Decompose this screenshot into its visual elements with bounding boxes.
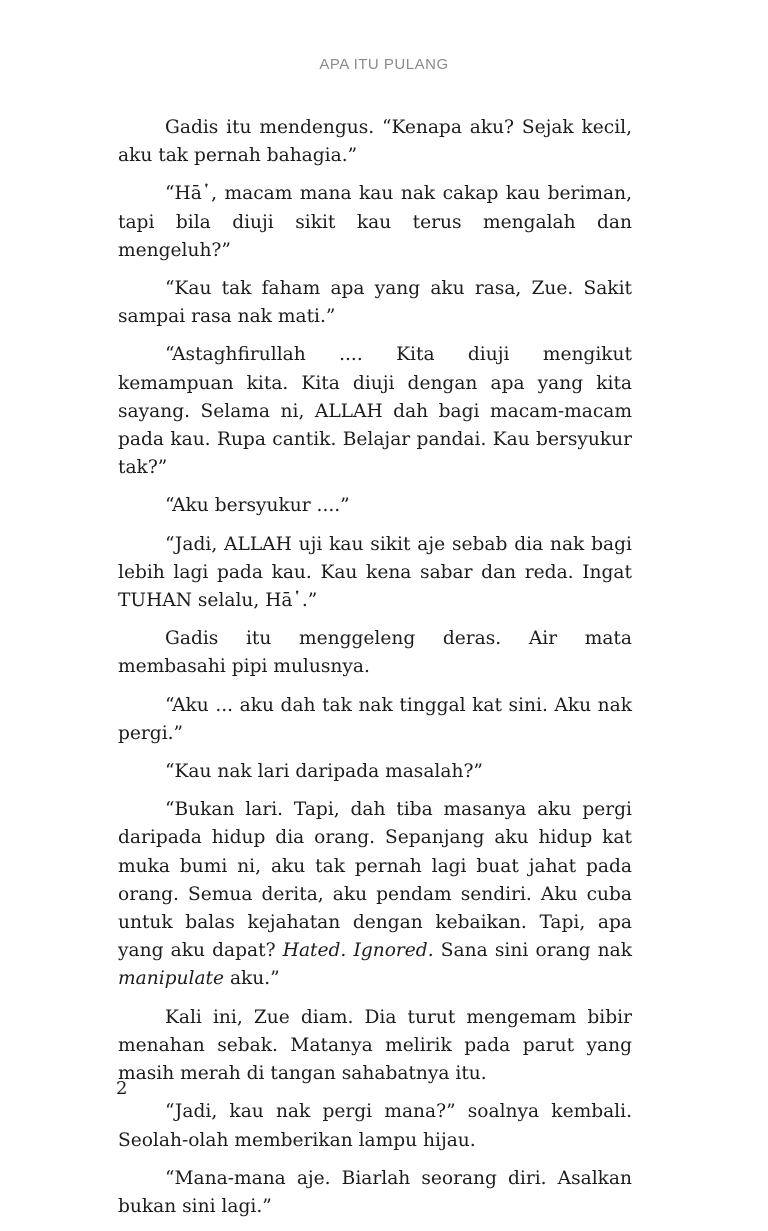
paragraph [118,275,632,331]
paragraph [118,531,632,616]
paragraph [118,492,632,520]
paragraph [118,1004,632,1089]
body-text [118,114,632,1231]
running-head: APA ITU PULANG [319,56,449,73]
italic-text: manipulate [118,968,225,990]
paragraph-text: “Aku bersyukur ....” [165,495,350,517]
paragraph [118,1165,632,1221]
paragraph [118,692,632,748]
paragraph-text: “Jadi, kau nak pergi mana?” soalnya kembali. Seolah-olah memberikan lampu hijau. [118,1101,632,1151]
paragraph-text: “Astaghfirullah .... Kita diuji mengikut kemampuan kita. Kita diuji dengan apa yang kita sayang. Selama ni, ALLAH dah bagi macam-macam pada kau. Rupa cantik. Belajar pandai. Kau bersyukur tak?” [118,344,632,479]
italic-text: Hated. Ignored. [282,940,434,962]
paragraph [118,114,632,170]
paragraph [118,180,632,265]
paragraph [118,625,632,681]
paragraph-text: Kali ini, Zue diam. Dia turut mengemam bibir menahan sebak. Matanya melirik pada parut yang masih merah di tangan sahabatnya itu. [118,1006,632,1085]
paragraph [118,1098,632,1154]
paragraph-text: “Kau tak faham apa yang aku rasa, Zue. Sakit sampai rasa nak mati.” [118,278,632,328]
paragraph-text: “Jadi, ALLAH uji kau sikit aje sebab dia nak bagi lebih lagi pada kau. Kau kena sabar dan reda. Ingat TUHAN selalu, Hā῾.” [118,533,632,612]
paragraph-text: “Kau nak lari daripada masalah?” [165,761,483,783]
paragraph-text: aku.” [224,968,280,990]
paragraph-text: “Bukan lari. Tapi, dah tiba masanya aku pergi daripada hidup dia orang. Sepanjang aku hidup kat muka bumi ni, aku tak pernah lagi buat jahat pada orang. Semua derita, aku pendam sendiri. Aku cuba untuk balas kejahatan dengan kebaikan. Tapi, apa yang aku dapat? [118,799,632,962]
paragraph-text: Sana sini orang nak [433,940,632,962]
paragraph [118,758,632,786]
page-number: 2 [116,1078,128,1099]
paragraph-text: “Aku ... aku dah tak nak tinggal kat sini. Aku nak pergi.” [118,694,632,744]
paragraph [118,341,632,482]
paragraph-text: Gadis itu menggeleng deras. Air mata membasahi pipi mulusnya. [118,628,632,678]
paragraph-text: Gadis itu mendengus. “Kenapa aku? Sejak kecil, aku tak pernah bahagia.” [118,117,632,167]
paragraph-text: “Hā῾, macam mana kau nak cakap kau beriman, tapi bila diuji sikit kau terus mengalah dan mengeluh?” [118,183,632,261]
paragraph-text: “Mana-mana aje. Biarlah seorang diri. Asalkan bukan sini lagi.” [118,1167,632,1217]
paragraph [118,796,632,993]
